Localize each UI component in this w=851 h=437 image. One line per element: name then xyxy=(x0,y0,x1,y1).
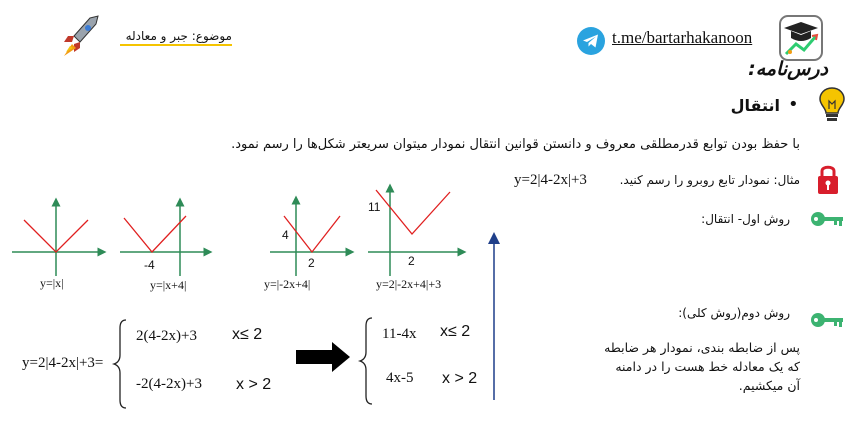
lesson-note-label: درس‌نامه: xyxy=(748,58,828,80)
graph-tick-x: 2 xyxy=(408,254,415,268)
implies-arrow xyxy=(296,342,350,372)
graph-tick-y: 4 xyxy=(282,228,289,242)
graph-abs-x-plus-4 xyxy=(120,202,208,276)
section-title: انتقال xyxy=(730,96,780,115)
example-label: مثال: نمودار تابع روبرو را رسم کنید. xyxy=(619,173,800,187)
graph-label: y=|x| xyxy=(40,276,64,290)
graph-label: y=2|-2x+4|+3 xyxy=(376,277,442,291)
piecewise-right-expr: 11-4x xyxy=(382,326,417,342)
example-function: y=2|4-2x|+3 xyxy=(514,172,587,188)
graph-abs-x xyxy=(12,202,102,276)
method-second-desc-line: که یک معادله خط هست را در دامنه xyxy=(615,359,800,374)
method-second-desc-line: آن میکشیم. xyxy=(738,378,800,393)
piecewise-left-expr: -2(4-2x)+3 xyxy=(136,376,202,392)
section-bullet: • xyxy=(788,94,799,115)
graph-label: y=|x+4| xyxy=(150,278,187,292)
graph-line xyxy=(376,190,450,234)
piecewise-left-expr: 2(4-2x)+3 xyxy=(136,328,197,344)
graph-tick-x: 2 xyxy=(308,256,315,270)
piecewise-left-cond: x≤ 2 xyxy=(232,326,263,343)
piecewise-right-expr: 4x-5 xyxy=(386,370,414,386)
graph-label: y=|-2x+4| xyxy=(264,277,311,291)
piecewise-right-cond: x≤ 2 xyxy=(440,323,471,340)
graph-tick-y: 11 xyxy=(368,200,381,214)
piecewise-right-cond: x > 2 xyxy=(442,370,478,387)
method-second-label: روش دوم(روش کلی): xyxy=(678,306,790,320)
graph-line xyxy=(124,216,186,252)
graph-line xyxy=(284,216,340,252)
piecewise-lhs: y=2|4-2x|+3= xyxy=(22,355,104,371)
piecewise-left-cond: x > 2 xyxy=(236,376,272,393)
method-first-label: روش اول- انتقال: xyxy=(701,212,790,226)
method-second-desc-line: پس از ضابطه بندی، نمودار هر ضابطه xyxy=(604,340,800,355)
section-intro: با حفظ بودن توابع قدرمطلقی معروف و دانستن قوانین انتقال نمودار میتوان سریعتر شکل‌ها را رسم نمود. xyxy=(231,137,800,152)
topic-label: موضوع: جبر و معادله xyxy=(120,28,232,46)
graph-tick-x: -4 xyxy=(144,258,155,272)
right-brace xyxy=(360,318,372,404)
graph-final xyxy=(368,188,462,276)
telegram-link[interactable]: t.me/bartarhakanoon xyxy=(612,28,753,47)
left-brace xyxy=(114,320,126,408)
